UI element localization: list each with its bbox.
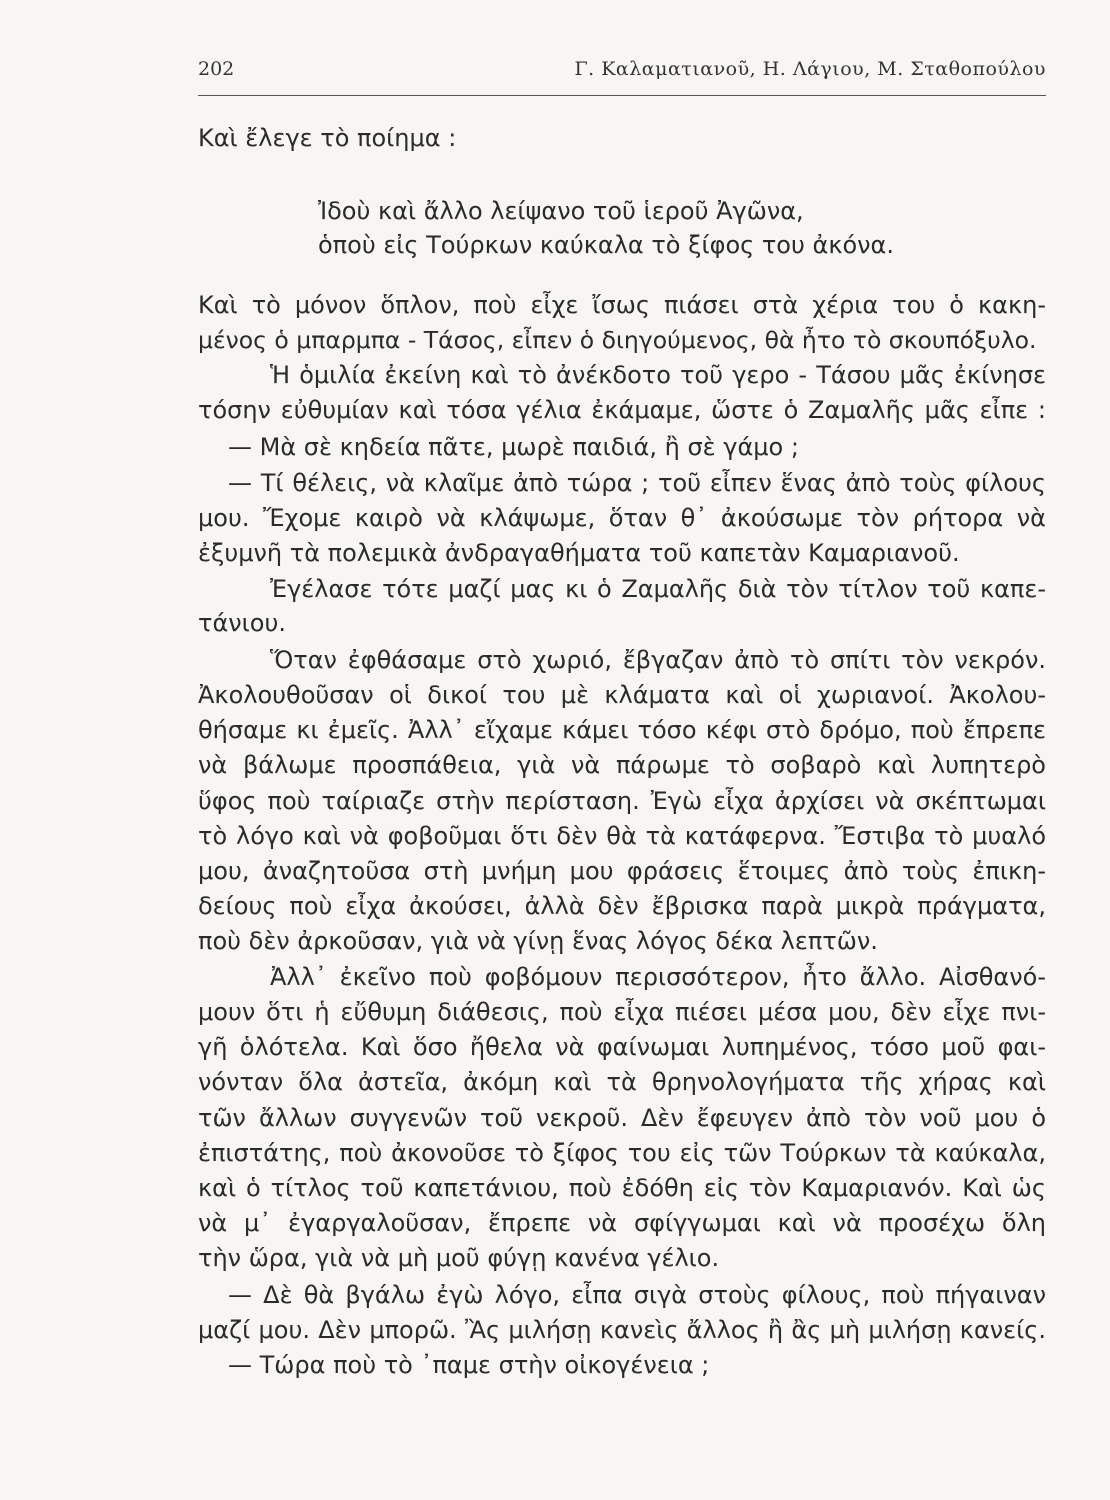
text-line: τόσην εὐθυμίαν καὶ τόσα γέλια ἐκάμαμε, ὥστε ὁ Ζαμαλῆς μᾶς εἶπε : [198, 396, 1046, 424]
text-line: μαζί μου. Δὲν μπορῶ. Ἂς μιλήσῃ κανεὶς ἄλλος ἢ ἂς μὴ μιλήσῃ κανείς. [198, 1316, 1046, 1344]
text-line: μου, ἀναζητοῦσα στὴ μνήμη μου φράσεις ἕτοιμες ἀπὸ τοὺς ἐπικη- [198, 857, 1046, 885]
text-line: — Τώρα ποὺ τὸ ᾽παμε στὴν οἰκογένεια ; [228, 1351, 710, 1379]
text-line: Ἀλλ᾽ ἐκεῖνο ποὺ φοβόμουν περισσότερον, ἦτο ἄλλο. Αἰσθανό- [270, 963, 1046, 991]
text-line: γῆ ὁλότελα. Καὶ ὅσο ἤθελα νὰ φαίνωμαι λυπημένος, τόσο μοῦ φαι- [198, 1033, 1046, 1061]
text-line: Ἐγέλασε τότε μαζί μας κι ὁ Ζαμαλῆς διὰ τὸν τίτλον τοῦ καπε- [270, 575, 1046, 603]
text-line: ἐπιστάτης, ποὺ ἀκονοῦσε τὸ ξίφος του εἰς τῶν Τούρκων τὰ καύκαλα, [198, 1139, 1046, 1167]
text-line: ποὺ δὲν ἀρκοῦσαν, γιὰ νὰ γίνῃ ἕνας λόγος δέκα λεπτῶν. [198, 927, 878, 955]
text-line: Ἡ ὁμιλία ἐκείνη καὶ τὸ ἀνέκδοτο τοῦ γερο - Τάσου μᾶς ἐκίνησε [270, 361, 1046, 389]
text-line: τὴν ὥρα, γιὰ νὰ μὴ μοῦ φύγῃ κανένα γέλιο. [198, 1244, 720, 1272]
text-line: τῶν ἄλλων συγγενῶν τοῦ νεκροῦ. Δὲν ἔφευγεν ἀπὸ τὸν νοῦ μου ὁ [198, 1104, 1046, 1132]
text-line: μου. Ἔχομε καιρὸ νὰ κλάψωμε, ὅταν θ᾽ ἀκούσωμε τὸν ρήτορα νὰ [198, 504, 1046, 532]
text-line: δείους ποὺ εἶχα ἀκούσει, ἀλλὰ δὲν ἔβρισκα παρὰ μικρὰ πράγματα, [198, 892, 1046, 920]
text-line: τὸ λόγο καὶ νὰ φοβοῦμαι ὅτι δὲν θὰ τὰ κατάφερνα. Ἔστιβα τὸ μυαλό [198, 822, 1046, 850]
text-line: θήσαμε κι ἐμεῖς. Ἀλλ᾽ εἴχαμε κάμει τόσο κέφι στὸ δρόμο, ποὺ ἔπρεπε [198, 716, 1046, 744]
text-line: νὰ βάλωμε προσπάθεια, γιὰ νὰ πάρωμε τὸ σοβαρὸ καὶ λυπητερὸ [198, 751, 1046, 779]
text-line: ὕφος ποὺ ταίριαζε στὴν περίσταση. Ἐγὼ εἶχα ἀρχίσει νὰ σκέπτωμαι [198, 787, 1046, 815]
text-line: Καὶ τὸ μόνον ὅπλον, ποὺ εἶχε ἴσως πιάσει στὰ χέρια του ὁ κακη- [198, 291, 1046, 319]
text-line: — Δὲ θὰ βγάλω ἐγὼ λόγο, εἶπα σιγὰ στοὺς φίλους, ποὺ πήγαιναν [228, 1281, 1046, 1309]
verse-line: Ἰδοὺ καὶ ἄλλο λείψανο τοῦ ἱεροῦ Ἀγῶνα, [318, 197, 804, 225]
text-line: νόνταν ὅλα ἀστεῖα, ἀκόμη καὶ τὰ θρηνολογήματα τῆς χήρας καὶ [198, 1068, 1046, 1096]
page-number: 202 [198, 58, 235, 80]
text-line: μουν ὅτι ἡ εὔθυμη διάθεσις, ποὺ εἶχα πιέσει μέσα μου, δὲν εἶχε πνι- [198, 998, 1046, 1026]
text-line: ἐξυμνῆ τὰ πολεμικὰ ἀνδραγαθήματα τοῦ καπετὰν Καμαριανοῦ. [198, 539, 960, 567]
running-title: Γ. Καλαματιανοῦ, Η. Λάγιου, Μ. Σταθοπούλου [574, 58, 1046, 80]
text-line: καὶ ὁ τίτλος τοῦ καπετάνιου, ποὺ ἐδόθη εἰς τὸν Καμαριανόν. Καὶ ὡς [198, 1174, 1046, 1202]
text-line: νὰ μ᾽ ἐγαργαλοῦσαν, ἔπρεπε νὰ σφίγγωμαι καὶ νὰ προσέχω ὅλη [198, 1209, 1046, 1237]
text-line: — Τί θέλεις, νὰ κλαῖμε ἀπὸ τώρα ; τοῦ εἶπεν ἕνας ἀπὸ τοὺς φίλους [228, 469, 1046, 497]
page-header [198, 58, 1046, 92]
intro-line: Καὶ ἔλεγε τὸ ποίημα : [198, 124, 457, 152]
text-line: Ὅταν ἐφθάσαμε στὸ χωριό, ἔβγαζαν ἀπὸ τὸ σπίτι τὸν νεκρόν. [270, 646, 1046, 674]
text-line: τάνιου. [198, 609, 286, 637]
text-line: — Μὰ σὲ κηδεία πᾶτε, μωρὲ παιδιά, ἢ σὲ γάμο ; [228, 433, 799, 461]
verse-line: ὁποὺ εἰς Τούρκων καύκαλα τὸ ξίφος του ἀκόνα. [318, 231, 894, 259]
header-rule [198, 95, 1046, 96]
text-line: μένος ὁ μπαρμπα - Τάσος, εἶπεν ὁ διηγούμενος, θὰ ἦτο τὸ σκουπόξυλο. [198, 326, 1037, 354]
text-line: Ἀκολουθοῦσαν οἱ δικοί του μὲ κλάματα καὶ οἱ χωριανοί. Ἀκολου- [198, 681, 1046, 709]
